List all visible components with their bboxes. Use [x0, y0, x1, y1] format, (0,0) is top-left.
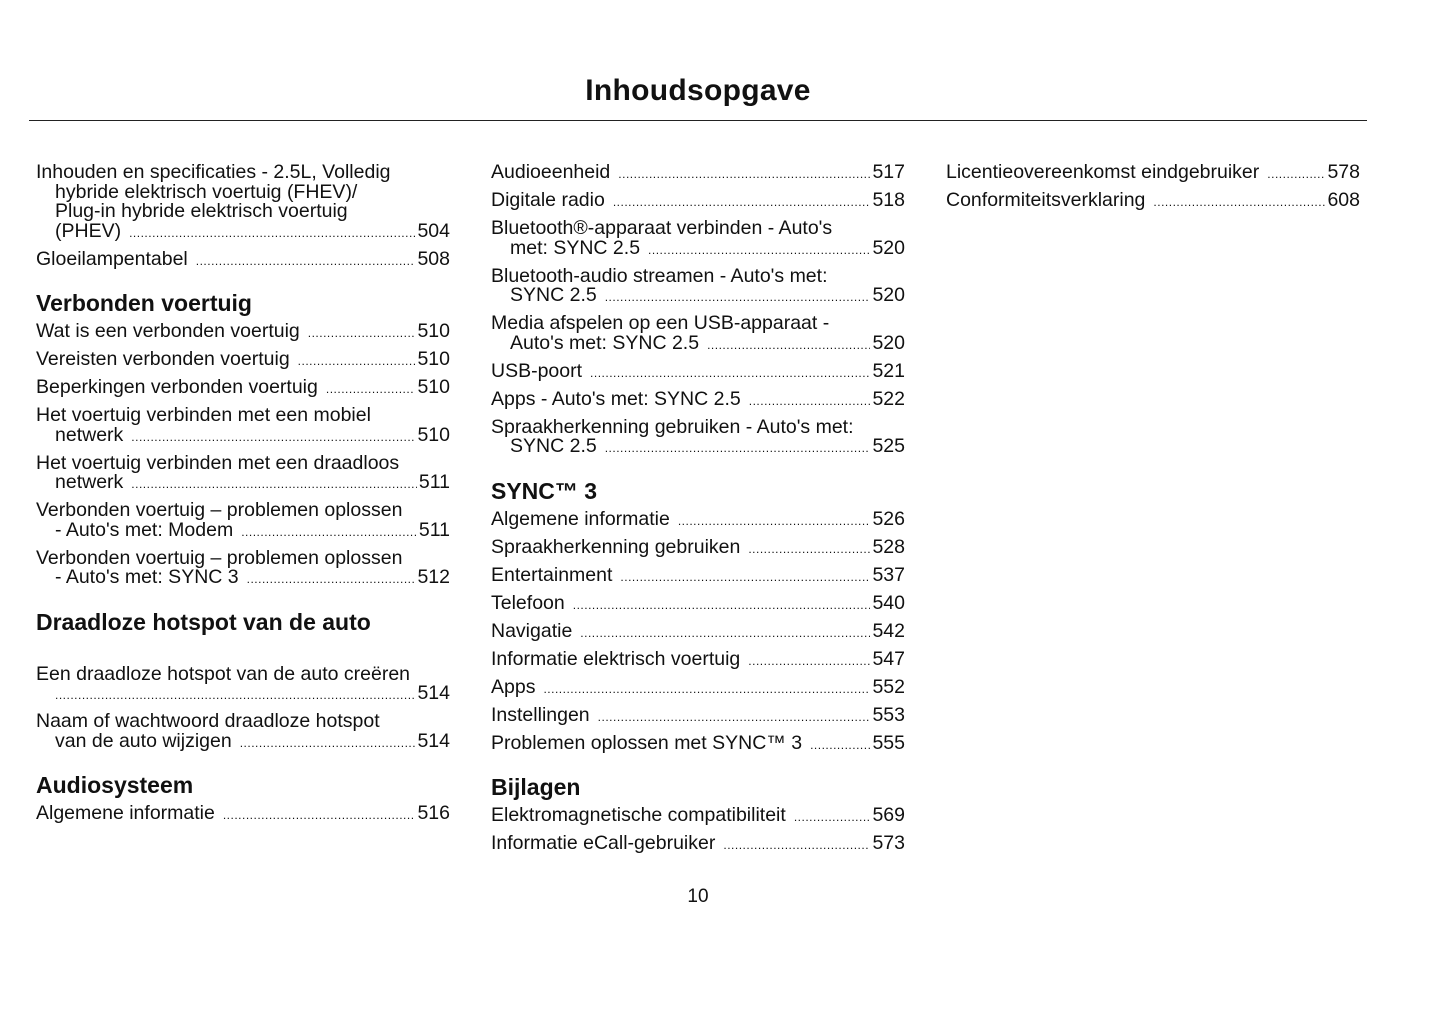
toc-entry[interactable] [491, 731, 905, 756]
toc-entry[interactable] [491, 675, 905, 700]
entry-title-text: Naam of wachtwoord draadloze hotspot [36, 710, 380, 732]
page-reference[interactable]: 542 [872, 619, 905, 642]
dot-leader [810, 736, 870, 756]
toc-entry[interactable] [491, 591, 905, 616]
entry-title-text: Audioeenheid [491, 161, 611, 183]
dot-leader [618, 165, 870, 185]
toc-entry[interactable] [36, 322, 450, 344]
entry-title-text: Verbonden voertuig – problemen oplossen [36, 499, 403, 521]
toc-entry-line [36, 662, 450, 685]
page-reference[interactable]: 504 [417, 219, 450, 242]
entry-title-text: Problemen oplossen met SYNC™ 3 [491, 731, 803, 754]
entry-title-text: Het voertuig verbinden met een draadloos [36, 451, 400, 474]
section-heading: Verbonden voertuig [36, 290, 252, 316]
toc-entry-line [36, 804, 450, 826]
entry-title-text: met: SYNC 2.5 [510, 236, 641, 259]
toc-entry-line [36, 322, 450, 344]
page-reference[interactable]: 547 [872, 647, 905, 670]
entry-title-text: Media afspelen op een USB-apparaat - [491, 312, 830, 334]
page-reference[interactable]: 517 [872, 161, 905, 183]
toc-entry[interactable] [946, 191, 1360, 213]
toc-entry-line [36, 247, 450, 272]
page-reference[interactable]: 512 [417, 566, 450, 588]
toc-entry[interactable] [491, 415, 905, 459]
toc-entry-line [491, 236, 905, 261]
page-reference[interactable]: 608 [1327, 189, 1360, 211]
toc-entry-line [36, 473, 450, 495]
dot-leader [749, 392, 871, 412]
toc-entry[interactable] [491, 507, 905, 532]
entry-title-text: Plug-in hybride elektrisch voertuig [55, 200, 348, 222]
toc-entry-line [36, 202, 450, 222]
toc-entry[interactable] [36, 712, 450, 753]
dot-leader [308, 324, 416, 344]
toc-column-2 [491, 163, 905, 862]
dot-leader [298, 352, 416, 372]
page-reference[interactable]: 540 [872, 591, 905, 614]
dot-leader [678, 512, 871, 532]
dot-leader [241, 523, 417, 543]
page-reference[interactable]: 511 [418, 518, 450, 541]
entry-title-text: (PHEV) [55, 219, 122, 242]
toc-entry-line [491, 387, 905, 412]
entry-title-text: - Auto's met: Modem [55, 518, 234, 541]
toc-entry-line [491, 703, 905, 728]
dot-leader [1153, 193, 1325, 213]
toc-entry-line [491, 563, 905, 588]
entry-title-text: Spraakherkenning gebruiken - Auto's met: [491, 415, 854, 438]
entry-title-text: van de auto wijzigen [55, 729, 232, 752]
toc-entry-line [491, 331, 905, 356]
toc-entry-line [491, 163, 905, 185]
page-reference[interactable]: 508 [417, 247, 450, 270]
toc-entry-line [36, 518, 450, 543]
toc-column-1 [36, 163, 450, 832]
toc-entry-line [491, 359, 905, 384]
entry-title-text: Verbonden voertuig – problemen oplossen [36, 546, 403, 569]
dot-leader [129, 224, 415, 244]
toc-entry[interactable] [36, 163, 450, 243]
toc-entry[interactable] [491, 806, 905, 828]
entry-title-text: Apps - Auto's met: SYNC 2.5 [491, 387, 741, 410]
toc-entry-line [36, 501, 450, 521]
dot-leader [590, 364, 870, 384]
entry-title-text: Bluetooth-audio streamen - Auto's met: [491, 264, 828, 287]
entry-title-text: Entertainment [491, 563, 613, 586]
dot-leader [598, 708, 871, 728]
toc-entry[interactable] [491, 359, 905, 384]
toc-entry-line [491, 731, 905, 756]
dot-leader [196, 252, 416, 272]
entry-title-text: Informatie elektrisch voertuig [491, 647, 741, 670]
dot-leader [240, 734, 416, 754]
toc-entry-line [36, 219, 450, 244]
toc-entry[interactable] [36, 350, 450, 372]
page-reference[interactable]: 520 [872, 284, 905, 306]
toc-entry-line [491, 507, 905, 532]
toc-entry[interactable] [491, 535, 905, 560]
entry-title-text: Navigatie [491, 619, 573, 642]
toc-entry-line [491, 437, 905, 459]
page-reference[interactable]: 526 [872, 507, 905, 530]
entry-title-text: SYNC 2.5 [510, 284, 597, 306]
toc-entry-line [36, 712, 450, 732]
toc-entry-line [491, 834, 905, 856]
page-title: Inhoudsopgave [585, 74, 811, 107]
toc-entry-line [36, 423, 450, 448]
toc-entry[interactable] [36, 804, 450, 826]
entry-title-text: Telefoon [491, 591, 565, 614]
toc-entry[interactable] [36, 451, 450, 495]
entry-title-text: hybride elektrisch voertuig (FHEV)/ [55, 180, 358, 203]
page-reference[interactable]: 522 [872, 387, 905, 410]
section-heading: Audiosysteem [36, 772, 194, 798]
toc-entry-line [491, 647, 905, 672]
entry-title-text: Beperkingen verbonden voertuig [36, 376, 318, 398]
dot-leader [648, 241, 870, 261]
toc-entry-line [491, 219, 905, 239]
toc-entry[interactable] [491, 314, 905, 355]
entry-title-text: Bluetooth®-apparaat verbinden - Auto's [491, 217, 833, 239]
page-reference[interactable]: 521 [872, 359, 905, 382]
entry-title-text: Digitale radio [491, 189, 605, 211]
page-reference[interactable]: 552 [872, 675, 905, 698]
dot-leader [131, 475, 417, 495]
page-reference[interactable]: 525 [872, 435, 905, 457]
toc-entry-line [491, 591, 905, 616]
page-reference[interactable]: 537 [872, 563, 905, 586]
section-heading: SYNC™ 3 [491, 477, 598, 504]
page-reference[interactable]: 514 [417, 729, 450, 752]
toc-entry-line [946, 163, 1360, 185]
toc-entry-line [36, 684, 450, 706]
toc-entry[interactable] [491, 219, 905, 260]
toc-entry-line [946, 191, 1360, 213]
toc-entry-line [491, 286, 905, 308]
toc-entry-line [491, 191, 905, 213]
entry-title-text: Vereisten verbonden voertuig [36, 348, 290, 370]
entry-title-text: USB-poort [491, 359, 583, 382]
toc-entry-line [491, 619, 905, 644]
dot-leader [573, 596, 871, 616]
toc-entry[interactable] [491, 563, 905, 588]
dot-leader [326, 380, 416, 400]
entry-title-text: Informatie eCall-gebruiker [491, 832, 716, 854]
page-reference[interactable]: 510 [417, 423, 450, 446]
toc-entry[interactable] [491, 163, 905, 185]
toc-entry[interactable] [36, 406, 450, 447]
page-reference[interactable]: 520 [872, 331, 905, 354]
toc-entry[interactable] [36, 247, 450, 272]
entry-title-text: Inhouden en specificaties - 2.5L, Volledig [36, 161, 391, 183]
toc-entry[interactable] [491, 619, 905, 644]
entry-title-text: Apps [491, 675, 536, 698]
toc-entry-line [36, 350, 450, 372]
page-reference[interactable]: 573 [872, 832, 905, 854]
dot-leader [55, 686, 415, 706]
entry-title-text: Algemene informatie [36, 802, 215, 824]
toc-entry[interactable] [491, 834, 905, 856]
dot-leader [223, 806, 416, 826]
dot-leader [247, 570, 416, 590]
toc-entry-line [491, 806, 905, 828]
toc-column-3 [946, 163, 1360, 219]
page-reference[interactable]: 578 [1327, 161, 1360, 183]
toc-entry[interactable] [36, 501, 450, 542]
page-reference[interactable]: 553 [872, 703, 905, 726]
page-reference[interactable]: 528 [872, 535, 905, 558]
toc-entry-line [36, 568, 450, 590]
toc-entry[interactable] [36, 546, 450, 590]
page-reference[interactable]: 510 [417, 376, 450, 398]
page-number: 10 [687, 886, 709, 907]
entry-title-text: Instellingen [491, 703, 590, 726]
dot-leader [723, 836, 870, 856]
entry-title-text: Licentieovereenkomst eindgebruiker [946, 161, 1260, 183]
dot-leader [613, 193, 871, 213]
entry-title-text: Elektromagnetische compatibiliteit [491, 804, 786, 826]
dot-leader [605, 439, 871, 459]
dot-leader [620, 568, 870, 588]
toc-entry[interactable] [491, 387, 905, 412]
toc-entry-line [36, 729, 450, 754]
page-reference[interactable]: 516 [417, 802, 450, 824]
entry-title-text: Wat is een verbonden voertuig [36, 320, 300, 342]
page-reference[interactable]: 510 [417, 348, 450, 370]
entry-title-text: Een draadloze hotspot van de auto creëren [36, 662, 411, 685]
dot-leader [748, 540, 870, 560]
toc-entry-line [36, 406, 450, 426]
dot-leader [707, 336, 870, 356]
page-reference[interactable]: 555 [872, 731, 905, 754]
dot-leader [794, 808, 871, 828]
entry-title-text: Het voertuig verbinden met een mobiel [36, 404, 371, 426]
toc-entry[interactable] [946, 163, 1360, 185]
entry-title-text: - Auto's met: SYNC 3 [55, 566, 239, 588]
dot-leader [605, 288, 871, 308]
dot-leader [748, 652, 870, 672]
toc-entry[interactable] [491, 264, 905, 308]
toc-entry-line [491, 675, 905, 700]
entry-title-text: Spraakherkenning gebruiken [491, 535, 741, 558]
toc-entry[interactable] [491, 703, 905, 728]
dot-leader [580, 624, 870, 644]
toc-entry-line [491, 535, 905, 560]
entry-title-text: Conformiteitsverklaring [946, 189, 1146, 211]
section-heading: Bijlagen [491, 774, 581, 800]
toc-entry-line [36, 378, 450, 400]
section-heading: Draadloze hotspot van de auto [36, 608, 371, 635]
toc-entry[interactable] [36, 378, 450, 400]
page-reference[interactable]: 514 [417, 682, 450, 704]
entry-title-text: SYNC 2.5 [510, 435, 597, 457]
page-reference[interactable]: 520 [872, 236, 905, 259]
title-divider [29, 120, 1367, 121]
page-reference[interactable]: 518 [872, 189, 905, 211]
page-reference[interactable]: 511 [418, 471, 450, 493]
page-reference[interactable]: 569 [872, 804, 905, 826]
toc-entry[interactable] [36, 662, 450, 706]
entry-title-text: Auto's met: SYNC 2.5 [510, 331, 700, 354]
dot-leader [131, 428, 415, 448]
entry-title-text: netwerk [55, 423, 124, 446]
entry-title-text: Gloeilampentabel [36, 247, 188, 270]
entry-title-text: netwerk [55, 471, 124, 493]
entry-title-text: Algemene informatie [491, 507, 670, 530]
toc-entry[interactable] [491, 647, 905, 672]
toc-entry[interactable] [491, 191, 905, 213]
page-reference[interactable]: 510 [417, 320, 450, 342]
toc-entry-line [491, 314, 905, 334]
dot-leader [1267, 165, 1325, 185]
dot-leader [543, 680, 870, 700]
